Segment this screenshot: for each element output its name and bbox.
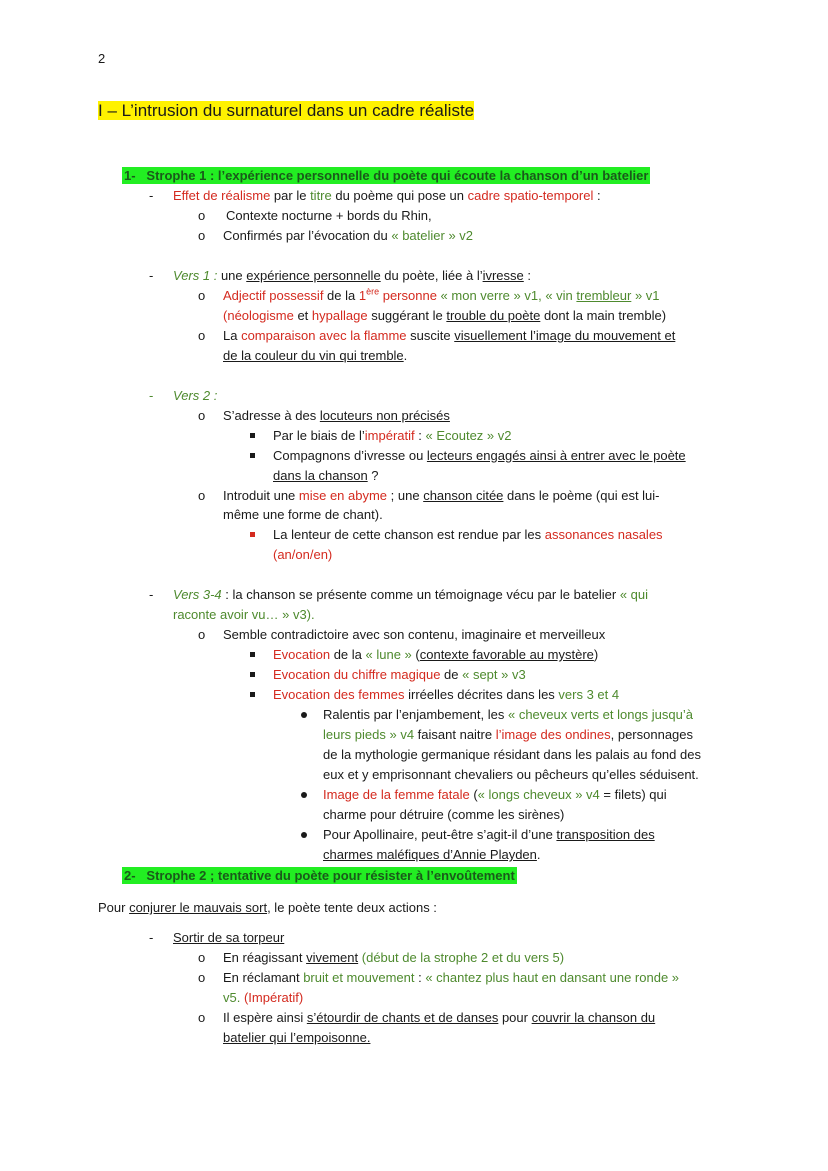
strophe2-heading bbox=[122, 867, 517, 885]
item-moon: Evocation de la « lune » (contexte favorable au mystère) bbox=[273, 647, 599, 662]
item-vers2: Vers 2 : bbox=[173, 388, 218, 403]
item-addressees: S’adresse à des locuteurs non précisés bbox=[223, 408, 450, 423]
circle-bullet: o bbox=[198, 488, 206, 503]
circle-bullet: o bbox=[198, 970, 206, 985]
item-comparison: La comparaison avec la flamme suscite visuellement l’image du mouvement et bbox=[223, 328, 676, 343]
circle-bullet: o bbox=[198, 950, 206, 965]
dash-bullet: - bbox=[149, 188, 154, 203]
item-night-context: Contexte nocturne + bords du Rhin, bbox=[226, 208, 432, 223]
item-noise-cont: v5. (Impératif) bbox=[223, 990, 304, 1005]
item-enjambment-cont3: eux et y emprisonnant chevaliers ou pêcheurs qu’elles séduisent. bbox=[323, 767, 699, 782]
item-women: Evocation des femmes irréelles décrites dans les vers 3 et 4 bbox=[273, 687, 620, 702]
strophe2-number: 2- bbox=[124, 868, 136, 883]
strophe1-heading bbox=[122, 167, 650, 185]
square-bullet bbox=[250, 652, 255, 657]
item-comparison-cont: de la couleur du vin qui tremble. bbox=[223, 348, 408, 363]
item-mise-en-abyme: Introduit une mise en abyme ; une chanson citée dans le poème (qui est lui- bbox=[223, 488, 660, 503]
dash-bullet: - bbox=[149, 268, 154, 283]
item-companions-cont: dans la chanson ? bbox=[273, 468, 379, 483]
item-enjambment-cont2: de la mythologie germanique résidant dans les palais au fond des bbox=[323, 747, 701, 762]
round-bullet bbox=[301, 712, 307, 718]
circle-bullet: o bbox=[198, 627, 206, 642]
item-torpor: Sortir de sa torpeur bbox=[173, 930, 285, 945]
item-slowness: La lenteur de cette chanson est rendue par les assonances nasales bbox=[273, 527, 663, 542]
item-enjambment: Ralentis par l’enjambement, les « cheveux verts et longs jusqu’à bbox=[323, 707, 693, 722]
square-bullet bbox=[250, 692, 255, 697]
circle-bullet: o bbox=[198, 1010, 206, 1025]
item-possessive-cont: (néologisme et hypallage suggérant le trouble du poète dont la main tremble) bbox=[223, 308, 667, 323]
item-enjambment-cont1: leurs pieds » v4 faisant naitre l’image des ondines, personnages bbox=[323, 727, 694, 742]
circle-bullet: o bbox=[198, 208, 206, 223]
item-mise-en-abyme-cont: même une forme de chant). bbox=[223, 507, 383, 522]
strophe2-intro: Pour conjurer le mauvais sort, le poète tente deux actions : bbox=[98, 900, 437, 915]
section-title-text: I – L’intrusion du surnaturel dans un cadre réaliste bbox=[98, 101, 475, 120]
item-possessive: Adjectif possessif de la 1ère personne « mon verre » v1, « vin trembleur » v1 bbox=[223, 286, 660, 303]
square-bullet bbox=[250, 672, 255, 677]
item-magic-number: Evocation du chiffre magique de « sept » v3 bbox=[273, 667, 526, 682]
item-imperative: Par le biais de l’impératif : « Ecoutez » v2 bbox=[273, 428, 512, 443]
circle-bullet: o bbox=[198, 408, 206, 423]
circle-bullet: o bbox=[198, 228, 206, 243]
item-slowness-cont: (an/on/en) bbox=[273, 547, 333, 562]
item-femme-fatale-cont: charme pour détruire (comme les sirènes) bbox=[323, 807, 565, 822]
circle-bullet: o bbox=[198, 328, 206, 343]
item-react: En réagissant vivement (début de la strophe 2 et du vers 5) bbox=[223, 950, 565, 965]
page-number: 2 bbox=[98, 51, 106, 66]
item-noise: En réclamant bruit et mouvement : « chantez plus haut en dansant une ronde » bbox=[223, 970, 680, 985]
item-hope: Il espère ainsi s’étourdir de chants et de danses pour couvrir la chanson du bbox=[223, 1010, 656, 1025]
item-realism: Effet de réalisme par le titre du poème qui pose un cadre spatio-temporel : bbox=[173, 188, 601, 203]
item-vers3-4: Vers 3-4 : la chanson se présente comme un témoignage vécu par le batelier « qui bbox=[173, 587, 649, 602]
item-femme-fatale: Image de la femme fatale (« longs cheveux » v4 = filets) qui bbox=[323, 787, 667, 802]
section-title bbox=[98, 100, 474, 122]
item-contradiction: Semble contradictoire avec son contenu, imaginaire et merveilleux bbox=[223, 627, 606, 642]
dash-bullet: - bbox=[149, 388, 154, 403]
item-apollinaire-cont: charmes maléfiques d’Annie Playden. bbox=[323, 847, 541, 862]
square-bullet bbox=[250, 453, 255, 458]
strophe2-title: Strophe 2 ; tentative du poète pour résister à l’envoûtement bbox=[146, 868, 515, 883]
square-bullet bbox=[250, 433, 255, 438]
item-hope-cont: batelier qui l’empoisonne. bbox=[223, 1030, 371, 1045]
item-vers3-4-cont: raconte avoir vu… » v3). bbox=[173, 607, 315, 622]
item-confirmed: Confirmés par l’évocation du « batelier » v2 bbox=[223, 228, 474, 243]
round-bullet bbox=[301, 832, 307, 838]
strophe1-title: Strophe 1 : l’expérience personnelle du poète qui écoute la chanson d’un batelier bbox=[146, 168, 649, 183]
item-vers1: Vers 1 : une expérience personnelle du poète, liée à l’ivresse : bbox=[173, 268, 532, 283]
circle-bullet: o bbox=[198, 288, 206, 303]
item-apollinaire: Pour Apollinaire, peut-être s’agit-il d’une transposition des bbox=[323, 827, 655, 842]
dash-bullet: - bbox=[149, 930, 154, 945]
strophe1-number: 1- bbox=[124, 168, 136, 183]
round-bullet bbox=[301, 792, 307, 798]
item-companions: Compagnons d’ivresse ou lecteurs engagés ainsi à entrer avec le poète bbox=[273, 448, 686, 463]
dash-bullet: - bbox=[149, 587, 154, 602]
square-bullet bbox=[250, 532, 255, 537]
